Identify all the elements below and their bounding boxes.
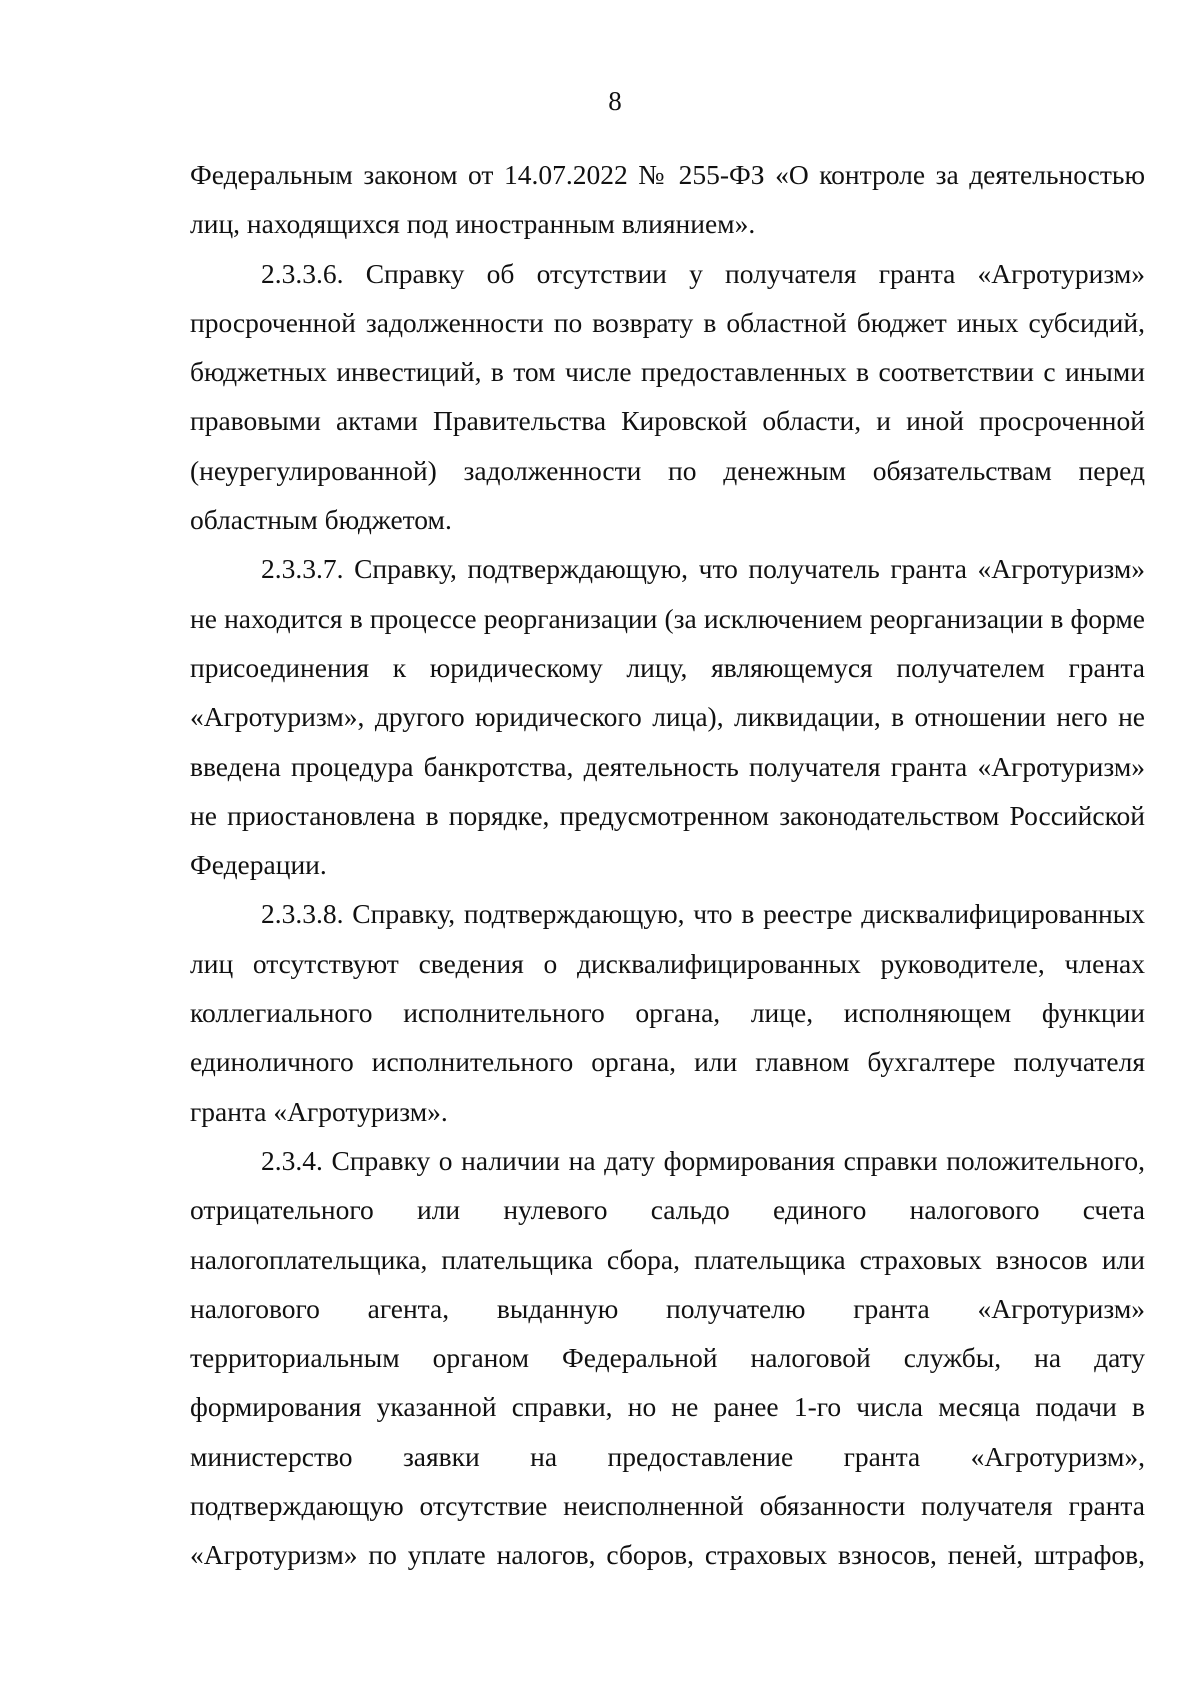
paragraph-continuation: Федеральным законом от 14.07.2022 № 255-ФЗ «О контроле за деятельностью лиц, находящихся под иностранным влиянием». xyxy=(190,159,1145,240)
paragraph-2-3-4: 2.3.4. Справку о наличии на дату формирования справки положительного, отрицательного или нулевого сальдо единого налогового счета налогоплательщика, плательщика сбора, плательщика страховых взносов или налогового агента, выданную получателю гранта «Агротуризм» территориальным органом Федеральной налоговой службы, на дату формирования указанной справки, но не ранее 1-го числа месяца подачи в министерство заявки на предоставление гранта «Агротуризм», подтверждающую отсутствие неисполненной обязанности получателя гранта «Агротуризм» по уплате налогов, сборов, страховых взносов, пеней, штрафов, xyxy=(190,1144,1145,1571)
paragraph-2-3-3-8: 2.3.3.8. Справку, подтверждающую, что в реестре дисквалифицированных лиц отсутствуют сведения о дисквалифицированных руководителе, членах коллегиального исполнительного органа, лице, исполняющем функции единоличного исполнительного органа, или главном бухгалтере получателя гранта «Агротуризм». xyxy=(190,898,1145,1127)
document-body xyxy=(190,150,1145,1580)
paragraph-2-3-3-6: 2.3.3.6. Справку об отсутствии у получателя гранта «Агротуризм» просроченной задолженности по возврату в областной бюджет иных субсидий, бюджетных инвестиций, в том числе предоставленных в соответствии с иными правовыми актами Правительства Кировской области, и иной просроченной (неурегулированной) задолженности по денежным обязательствам перед областным бюджетом. xyxy=(190,257,1145,536)
paragraph-2-3-3-7: 2.3.3.7. Справку, подтверждающую, что получатель гранта «Агротуризм» не находится в процессе реорганизации (за исключением реорганизации в форме присоединения к юридическому лицу, являющемуся получателем гранта «Агротуризм», другого юридического лица), ликвидации, в отношении него не введена процедура банкротства, деятельность получателя гранта «Агротуризм» не приостановлена в порядке, предусмотренном законодательством Российской Федерации. xyxy=(190,553,1145,881)
page-number: 8 xyxy=(608,86,622,116)
